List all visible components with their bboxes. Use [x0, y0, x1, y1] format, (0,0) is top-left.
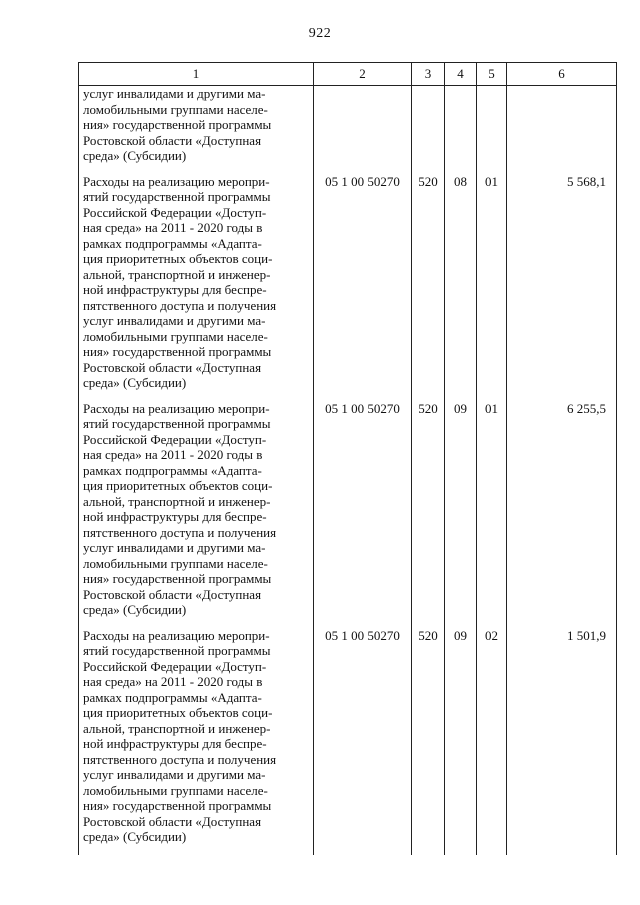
row-subsection: [477, 86, 507, 174]
column-header-6: 6: [507, 63, 617, 86]
table-row: [79, 174, 617, 401]
row-section: [445, 86, 477, 174]
budget-table: [78, 62, 617, 855]
row-target-article: 05 1 00 50270: [314, 628, 412, 855]
row-target-article: 05 1 00 50270: [314, 401, 412, 628]
row-subsection: 01: [477, 401, 507, 628]
column-header-3: 3: [412, 63, 445, 86]
row-expense-type: 520: [412, 401, 445, 628]
column-header-5: 5: [477, 63, 507, 86]
row-subsection: 02: [477, 628, 507, 855]
row-expense-type: 520: [412, 174, 445, 401]
row-description: Расходы на реализацию меропри- ятий государственной программы Российской Федерации «Доступ- ная среда» на 2011 - 2020 годы в рамках подпрограммы «Адапта- ция приоритетных объектов соци- альной, транспортной и инженер- ной инфраструктуры для беспре- пятственного доступа и получения услуг инвалидами и другими ма- ломобильными группами населе- ния» государственной программы Ростовской области «Доступная среда» (Субсидии): [79, 401, 314, 628]
row-description: Расходы на реализацию меропри- ятий государственной программы Российской Федерации «Доступ- ная среда» на 2011 - 2020 годы в рамках подпрограммы «Адапта- ция приоритетных объектов соци- альной, транспортной и инженер- ной инфраструктуры для беспре- пятственного доступа и получения услуг инвалидами и другими ма- ломобильными группами населе- ния» государственной программы Ростовской области «Доступная среда» (Субсидии): [79, 628, 314, 855]
row-subsection: 01: [477, 174, 507, 401]
table-row: [79, 628, 617, 855]
page-number: 922: [308, 26, 332, 41]
row-expense-type: 520: [412, 628, 445, 855]
table-header-row: [79, 63, 617, 86]
column-header-4: 4: [445, 63, 477, 86]
table-row-continuation: [79, 86, 617, 174]
row-expense-type: [412, 86, 445, 174]
row-target-article: 05 1 00 50270: [314, 174, 412, 401]
table-row: [79, 401, 617, 628]
row-amount: 5 568,1: [507, 174, 617, 401]
row-section: 08: [445, 174, 477, 401]
column-header-2: 2: [314, 63, 412, 86]
row-amount: 6 255,5: [507, 401, 617, 628]
row-description: Расходы на реализацию меропри- ятий государственной программы Российской Федерации «Доступ- ная среда» на 2011 - 2020 годы в рамках подпрограммы «Адапта- ция приоритетных объектов соци- альной, транспортной и инженер- ной инфраструктуры для беспре- пятственного доступа и получения услуг инвалидами и другими ма- ломобильными группами населе- ния» государственной программы Ростовской области «Доступная среда» (Субсидии): [79, 174, 314, 401]
column-header-1: 1: [79, 63, 314, 86]
row-description: услуг инвалидами и другими ма- ломобильными группами населе- ния» государственной программы Ростовской области «Доступная среда» (Субсидии): [79, 86, 314, 174]
row-amount: [507, 86, 617, 174]
row-section: 09: [445, 628, 477, 855]
row-section: 09: [445, 401, 477, 628]
row-amount: 1 501,9: [507, 628, 617, 855]
row-target-article: [314, 86, 412, 174]
